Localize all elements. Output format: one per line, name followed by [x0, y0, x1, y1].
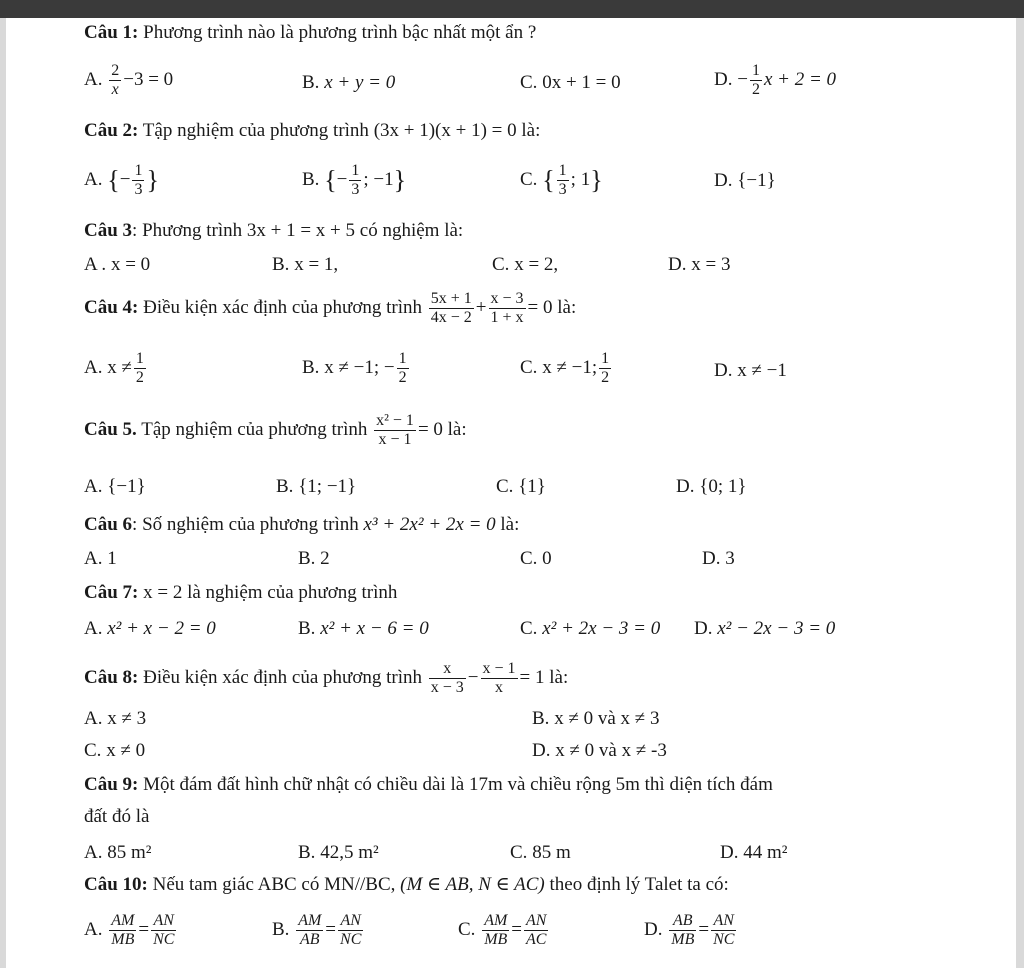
q7-option-b: B. x² + x − 6 = 0 — [298, 618, 429, 639]
question-7: Câu 7: x = 2 là nghiệm của phương trình — [84, 582, 398, 603]
q9-option-b: B. 42,5 m² — [298, 842, 379, 863]
question-10: Câu 10: Nếu tam giác ABC có MN//BC, (M ∈ AB, N ∈ AC) theo định lý Talet ta có: — [84, 874, 729, 895]
q7-option-a: A. x² + x − 2 = 0 — [84, 618, 216, 639]
q6-option-d: D. 3 — [702, 548, 735, 569]
q5-option-c: C. {1} — [496, 476, 546, 497]
viewer-left-margin — [0, 18, 6, 968]
q2-option-d: D. {−1} — [714, 170, 776, 191]
q8-option-c: C. x ≠ 0 — [84, 740, 146, 761]
q1-option-d: D. − $\frac{1}{2}$ x + 2 = 0 — [714, 62, 837, 98]
q8-option-a: A. x ≠ 3 — [84, 708, 147, 729]
q4-option-c: C. x ≠ −1; $\frac{1}{2}$ — [520, 350, 610, 386]
q5-option-a: A. {−1} — [84, 476, 146, 497]
q9-option-c: C. 85 m — [510, 842, 571, 863]
q10-option-d: D. $\frac{AB}{MB}$ = $\frac{AN}{NC}$ — [644, 912, 735, 948]
q2-option-c: C. { $\frac{1}{3}$ ; 1} — [520, 162, 603, 198]
question-6: Câu 6: Số nghiệm của phương trình x³ + 2x² + 2x = 0 là: — [84, 514, 520, 535]
question-1: Câu 1: Phương trình nào là phương trình bậc nhất một ẩn ? — [84, 22, 537, 43]
q4-option-d: D. x ≠ −1 — [714, 360, 787, 381]
q5-option-d: D. {0; 1} — [676, 476, 747, 497]
q2-option-b: B. {− $\frac{1}{3}$ ; −1} — [302, 162, 407, 198]
q10-option-a: A. $\frac{AM}{MB}$ = $\frac{AN}{NC}$ — [84, 912, 175, 948]
question-3: Câu 3: Phương trình 3x + 1 = x + 5 có nghiệm là: — [84, 220, 464, 241]
question-2: Câu 2: Tập nghiệm của phương trình (3x + 1)(x + 1) = 0 là: — [84, 120, 541, 141]
q7-option-d: D. x² − 2x − 3 = 0 — [694, 618, 836, 639]
q2-option-a: A. {− $\frac{1}{3}$ } — [84, 162, 159, 198]
q3-option-d: D. x = 3 — [668, 254, 731, 275]
question-8: Câu 8: Điều kiện xác định của phương trình $\frac{x}{x - 3}$ − $\frac{x - 1}{x}$ = 1 là: — [84, 660, 569, 696]
q3-option-a: A . x = 0 — [84, 254, 151, 275]
q6-option-a: A. 1 — [84, 548, 117, 569]
question-5: Câu 5. Tập nghiệm của phương trình $\frac{\text{x² − 1}}{x - 1}$ = 0 là: — [84, 412, 467, 448]
q3-option-b: B. x = 1, — [272, 254, 339, 275]
q9-option-a: A. 85 m² — [84, 842, 152, 863]
q1-option-a: A. $\frac{2}{x}$ −3 = 0 — [84, 62, 174, 98]
question-9-continued: đất đó là — [84, 806, 150, 827]
q7-option-c: C. x² + 2x − 3 = 0 — [520, 618, 661, 639]
q4-option-a: A. x ≠ $\frac{1}{2}$ — [84, 350, 144, 386]
question-9: Câu 9: Một đám đất hình chữ nhật có chiều dài là 17m và chiều rộng 5m thì diện tích đám — [84, 774, 773, 795]
q10-option-b: B. $\frac{AM}{AB}$ = $\frac{AN}{NC}$ — [272, 912, 362, 948]
viewer-top-bar — [0, 0, 1024, 18]
q5-option-b: B. {1; −1} — [276, 476, 357, 497]
q1-option-c: C. 0x + 1 = 0 — [520, 72, 621, 93]
q8-option-b: B. x ≠ 0 và x ≠ 3 — [532, 708, 660, 729]
q4-option-b: B. x ≠ −1; − $\frac{1}{2}$ — [302, 350, 407, 386]
q6-option-b: B. 2 — [298, 548, 330, 569]
question-4: Câu 4: Điều kiện xác định của phương trình $\frac{5x + 1}{4x - 2}$ + $\frac{x - 3}{1 + x}$ = 0 là: — [84, 290, 577, 326]
q6-option-c: C. 0 — [520, 548, 552, 569]
q9-option-d: D. 44 m² — [720, 842, 788, 863]
q10-option-c: C. $\frac{AM}{MB}$ = $\frac{AN}{AC}$ — [458, 912, 547, 948]
viewer-right-margin — [1016, 18, 1024, 968]
q3-option-c: C. x = 2, — [492, 254, 559, 275]
q8-option-d: D. x ≠ 0 và x ≠ -3 — [532, 740, 667, 761]
q1-option-b: B. x + y = 0 — [302, 72, 396, 93]
